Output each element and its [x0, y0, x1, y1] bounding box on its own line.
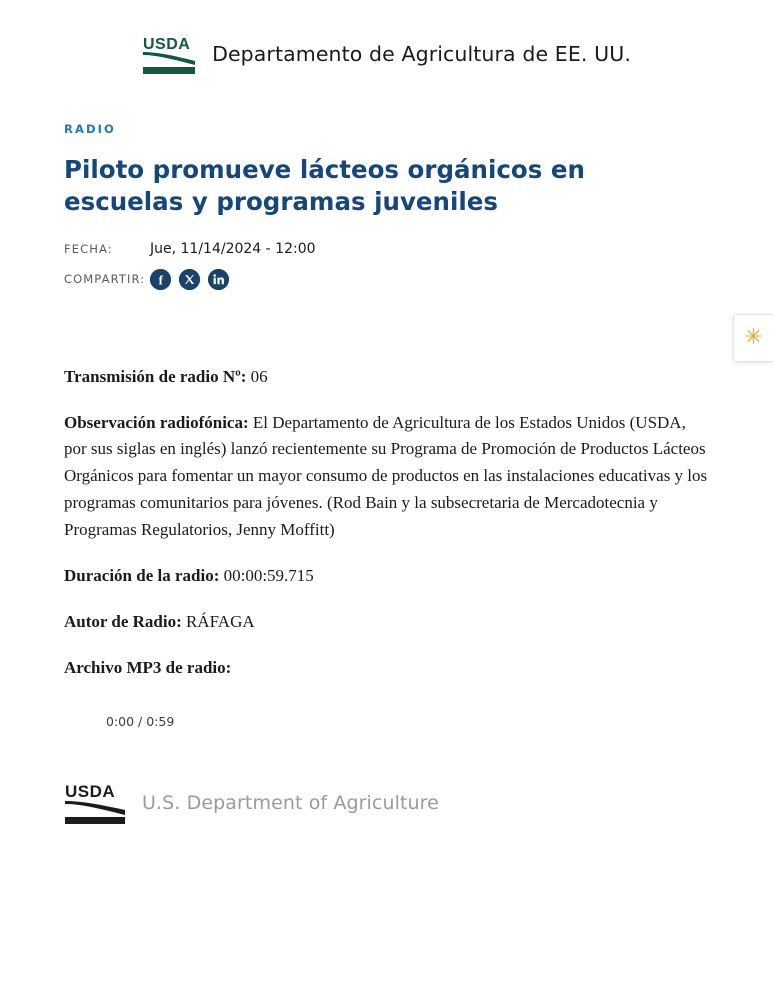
svg-text:f: f: [158, 272, 163, 288]
asterisk-icon: ✳: [744, 325, 763, 350]
share-icons: [150, 269, 229, 290]
usda-logo-icon: [64, 779, 126, 827]
svg-text:USDA: USDA: [65, 782, 116, 802]
footer: [0, 779, 773, 827]
date-row: [64, 241, 709, 257]
date-value: Jue, 11/14/2024 - 12:00: [150, 240, 316, 257]
audio-time-display: 0:00 / 0:59: [106, 713, 175, 729]
article-body: [64, 364, 709, 682]
field-value: El Departamento de Agricultura de los Estados Unidos (USDA, por sus siglas en inglés) lanzó recientemente su Programa de Promoción de Productos Lácteos Orgánicos para fomentar un mayor consumo de productos en las instalaciones educativas y los programas comunitarios para jóvenes. (Rod Bain y la subsecretaria de Mercadotecnia y Programas Regulatorios, Jenny Moffitt): [64, 412, 708, 539]
category-eyebrow[interactable]: RADIO: [64, 122, 116, 136]
field-label: Duración de la radio:: [64, 565, 220, 585]
svg-text:USDA: USDA: [143, 36, 191, 53]
field-radio-number: [64, 364, 709, 391]
accessibility-widget-button[interactable]: [733, 314, 773, 362]
field-label: Archivo MP3 de radio:: [64, 657, 232, 677]
field-value: 00:00:59.715: [219, 565, 314, 585]
footer-title: U.S. Department of Agriculture: [142, 792, 439, 815]
field-value: RÁFAGA: [181, 611, 255, 631]
field-radio-mp3: [64, 655, 709, 682]
usda-logo-icon: [142, 32, 196, 76]
field-radio-observation: [64, 410, 709, 544]
linkedin-share-icon[interactable]: [208, 269, 229, 290]
page-title: Piloto promueve lácteos orgánicos en escuelas y programas juveniles: [64, 155, 585, 217]
date-label: FECHA:: [64, 241, 113, 256]
share-row: [64, 269, 709, 290]
masthead: [0, 0, 773, 76]
x-share-icon[interactable]: [179, 269, 200, 290]
field-radio-author: [64, 609, 709, 636]
field-label: Transmisión de radio Nº:: [64, 366, 247, 386]
facebook-share-icon[interactable]: [150, 269, 171, 290]
field-value: 06: [246, 366, 268, 386]
field-label: Observación radiofónica:: [64, 412, 249, 432]
field-radio-duration: [64, 563, 709, 590]
field-label: Autor de Radio:: [64, 611, 182, 631]
article-content: [0, 122, 773, 739]
share-label: COMPARTIR:: [64, 272, 146, 287]
audio-player[interactable]: [106, 703, 709, 739]
masthead-title: Departamento de Agricultura de EE. UU.: [212, 42, 631, 66]
